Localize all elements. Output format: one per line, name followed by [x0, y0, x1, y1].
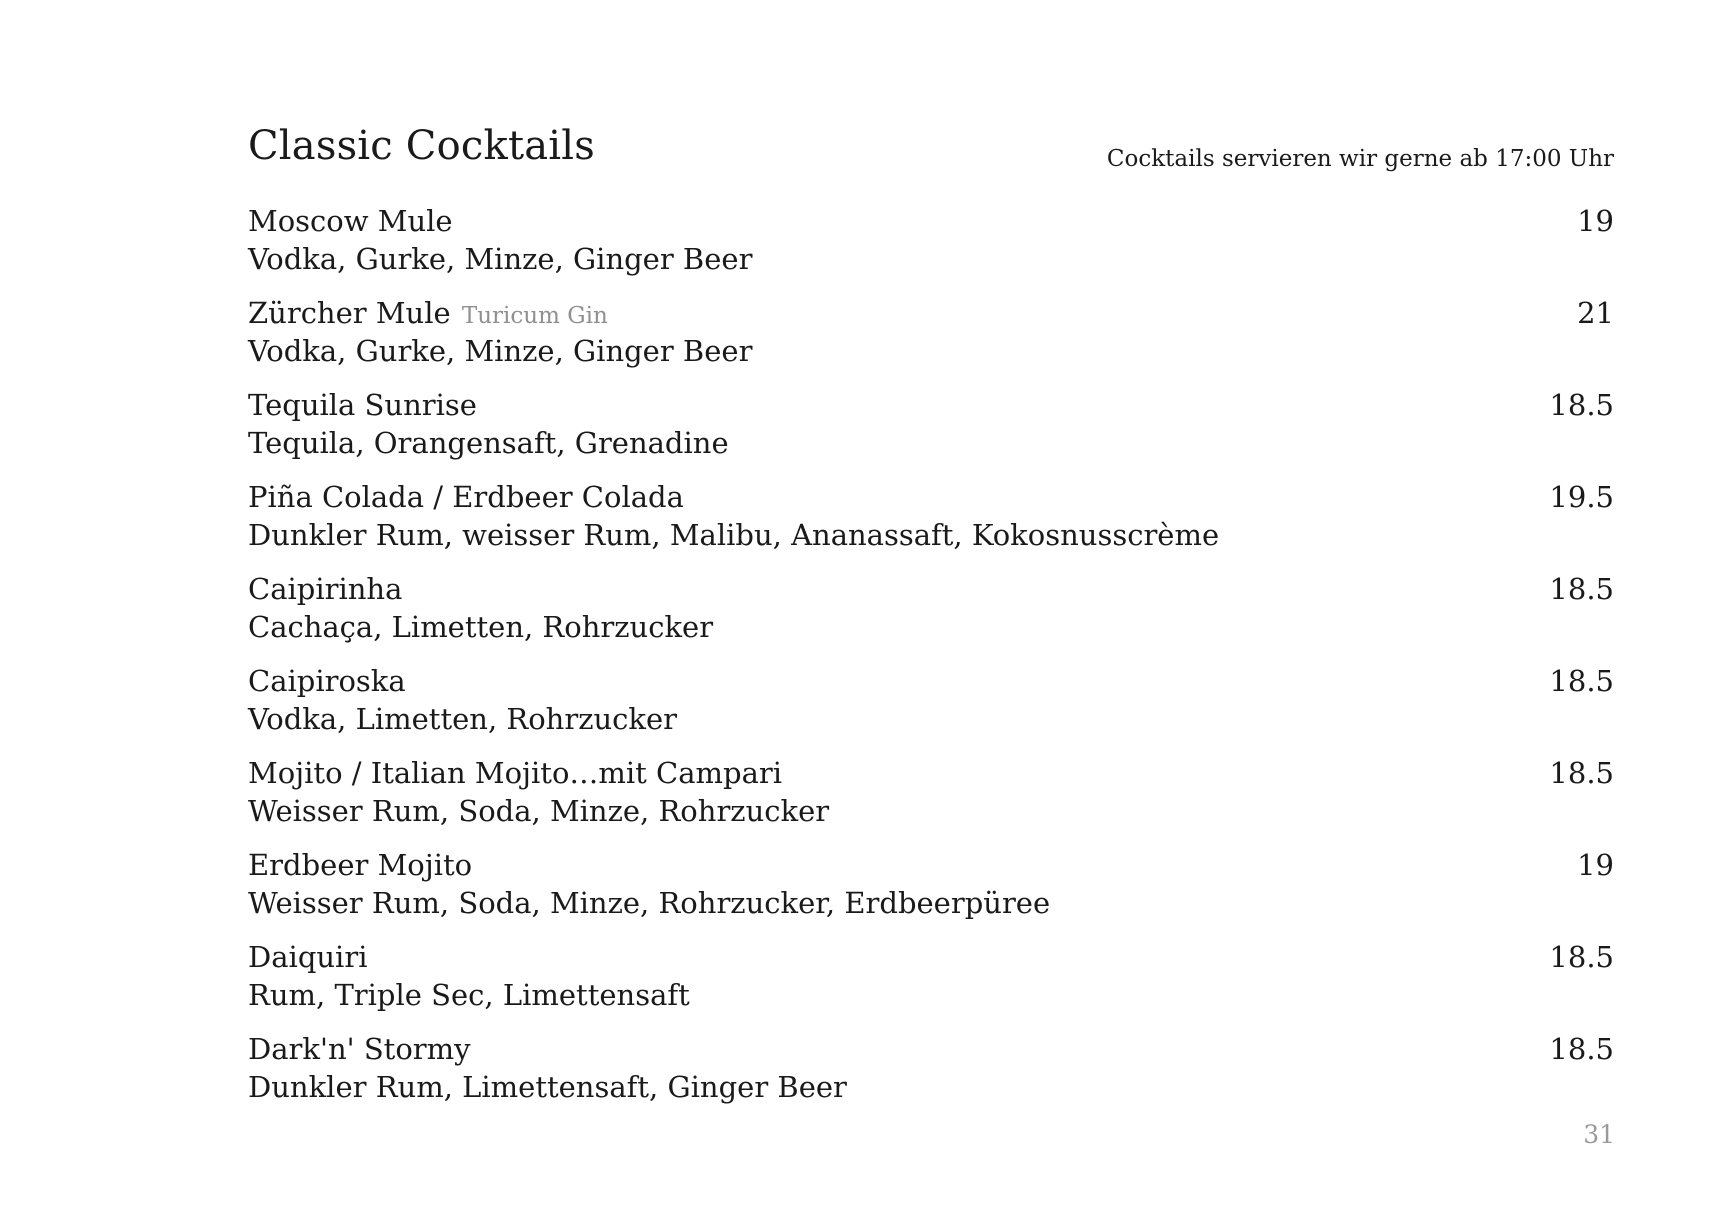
menu-item [248, 846, 1614, 938]
menu-item [248, 754, 1614, 846]
item-name: Dark'n' Stormy [248, 1032, 471, 1066]
item-name-line [248, 662, 406, 700]
item-name-line [248, 386, 477, 424]
menu-item [248, 478, 1614, 570]
cocktail-list [248, 202, 1614, 1122]
item-name: Erdbeer Mojito [248, 848, 473, 882]
item-subtitle: Turicum Gin [461, 303, 608, 329]
item-description: Vodka, Limetten, Rohrzucker [248, 702, 678, 736]
item-name-line [248, 846, 472, 884]
item-name: Caipirinha [248, 572, 403, 606]
item-name-line [248, 294, 608, 335]
menu-item [248, 202, 1614, 294]
item-price: 18.5 [1549, 940, 1614, 974]
item-price: 18.5 [1549, 664, 1614, 698]
item-description: Dunkler Rum, weisser Rum, Malibu, Ananassaft, Kokosnusscrème [248, 518, 1220, 552]
item-name-line [248, 1030, 471, 1068]
page-number: 31 [1583, 1120, 1615, 1149]
item-name: Caipiroska [248, 664, 406, 698]
menu-item [248, 386, 1614, 478]
item-price: 18.5 [1549, 1032, 1614, 1066]
item-description: Vodka, Gurke, Minze, Ginger Beer [248, 242, 753, 276]
item-name: Zürcher Mule [248, 296, 451, 330]
item-name: Piña Colada / Erdbeer Colada [248, 480, 684, 514]
menu-item [248, 1030, 1614, 1122]
item-name-line [248, 570, 402, 608]
item-name: Tequila Sunrise [248, 388, 477, 422]
menu-page [248, 120, 1614, 1104]
item-price: 19.5 [1549, 480, 1614, 514]
item-name: Daiquiri [248, 940, 368, 974]
menu-item [248, 294, 1614, 386]
item-name-line [248, 754, 782, 792]
item-price: 18.5 [1549, 388, 1614, 422]
item-name-line [248, 938, 367, 976]
section-header [248, 120, 1614, 180]
item-description: Weisser Rum, Soda, Minze, Rohrzucker [248, 794, 830, 828]
item-description: Cachaça, Limetten, Rohrzucker [248, 610, 714, 644]
section-title: Classic Cocktails [248, 123, 595, 169]
item-description: Dunkler Rum, Limettensaft, Ginger Beer [248, 1070, 847, 1104]
item-name: Mojito / Italian Mojito…mit Campari [248, 756, 783, 790]
item-price: 19 [1577, 204, 1614, 238]
item-price: 18.5 [1549, 572, 1614, 606]
item-description: Vodka, Gurke, Minze, Ginger Beer [248, 334, 753, 368]
item-name-line [248, 202, 453, 240]
item-price: 19 [1577, 848, 1614, 882]
item-name-line [248, 478, 684, 516]
item-name: Moscow Mule [248, 204, 453, 238]
service-hours-note: Cocktails servieren wir gerne ab 17:00 Uhr [1106, 146, 1614, 172]
menu-item [248, 662, 1614, 754]
item-price: 21 [1577, 296, 1614, 330]
item-description: Tequila, Orangensaft, Grenadine [248, 426, 729, 460]
menu-item [248, 570, 1614, 662]
item-description: Weisser Rum, Soda, Minze, Rohrzucker, Erdbeerpüree [248, 886, 1051, 920]
item-price: 18.5 [1549, 756, 1614, 790]
menu-item [248, 938, 1614, 1030]
item-description: Rum, Triple Sec, Limettensaft [248, 978, 690, 1012]
